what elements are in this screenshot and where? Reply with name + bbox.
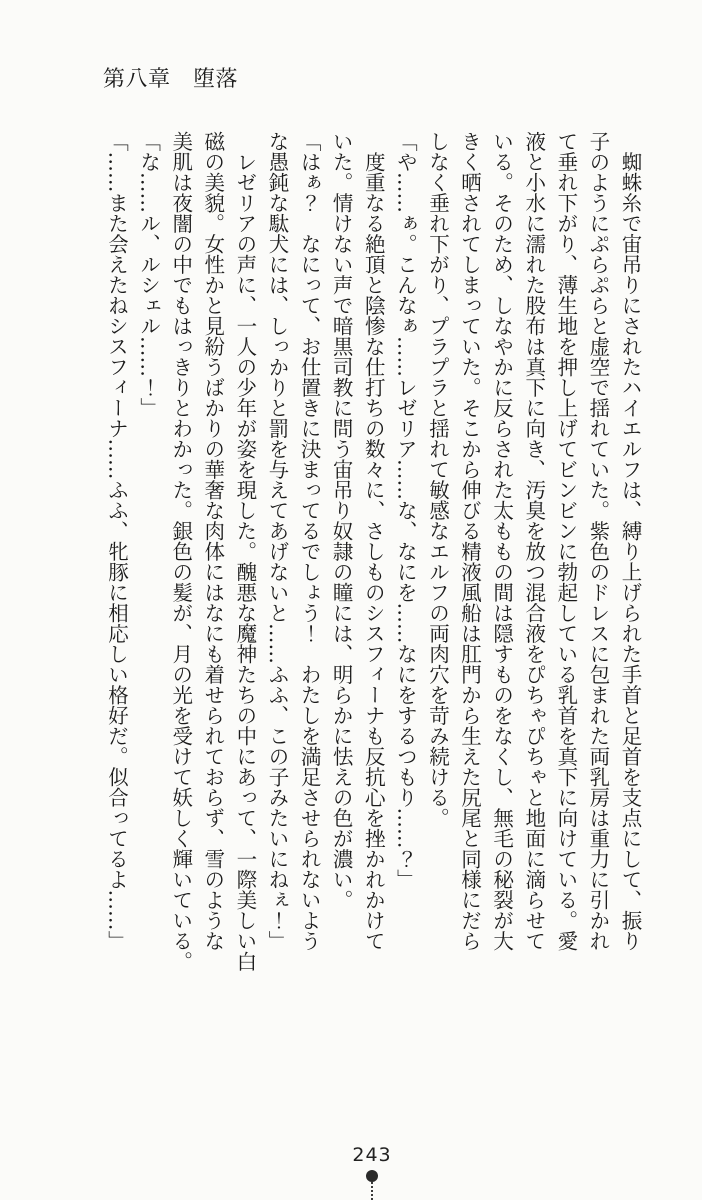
chapter-header: 第八章 堕落 [103,67,239,92]
text-column: きく晒されてしまっていた。そこから伸びる精液風船は肛門から生えた尻尾と同様にだら [457,131,482,951]
text-column: 美肌は夜闇の中でもはっきりとわかった。銀色の髪が、月の光を受けて妖しく輝いている。 [168,131,193,972]
text-column: て垂れ下がり、薄生地を押し上げてビンビンに勃起している乳首を真下に向けている。愛 [553,131,578,951]
text-column: しなく垂れ下がり、プラプラと揺れて敏感なエルフの両肉穴を苛み続ける。 [425,131,450,828]
text-column: 蜘蛛糸で宙吊りにされたハイエルフは、縛り上げられた手首と足首を支点にして、振り [618,131,642,951]
text-column: 「はぁ？ なにって、お仕置きに決まってるでしょう！ わたしを満足させられないよう [297,131,322,951]
binding-dot-icon [366,1170,378,1182]
text-column: 「な……ル、ルシェル……！」 [136,131,161,418]
text-column: 度重なる絶頂と陰惨な仕打ちの数々に、さしものシスフィーナも反抗心を挫かれかけて [361,131,386,951]
text-column: 子のようにぷらぷらと虚空で揺れていた。紫色のドレスに包まれた両乳房は重力に引かれ [585,131,610,951]
text-column: 磁の美貌。女性かと見紛うばかりの華奢な肉体にはなにも着せられておらず、雪のような [200,131,225,951]
body-text-block [100,131,646,983]
binding-line [371,1182,373,1200]
text-column: な愚鈍な駄犬には、しっかりと罰を与えてあげないと……ふふ、この子みたいにねぇ！」 [264,131,289,951]
text-column: 「や……ぁ。こんなぁ……レゼリア……な、なにを……なにをするつもり……？」 [393,131,418,890]
text-column: レゼリアの声に、一人の少年が姿を現した。醜悪な魔神たちの中にあって、一際美しい白 [232,131,257,972]
page-number: 243 [352,1144,392,1166]
text-column: いた。情けない声で暗黒司教に問う宙吊り奴隷の瞳には、明らかに怯えの色が濃い。 [329,131,354,910]
text-column: いる。そのため、しなやかに反らされた太ももの間は隠すものをなくし、無毛の秘裂が大 [489,131,514,951]
text-column: 液と小水に濡れた股布は真下に向き、汚臭を放つ混合液をぴちゃぴちゃと地面に滴らせて [521,131,546,951]
text-column: 「……また会えたねシスフィーナ……ふふ、牝豚に相応しい格好だ。似合ってるよ……」 [104,131,129,951]
